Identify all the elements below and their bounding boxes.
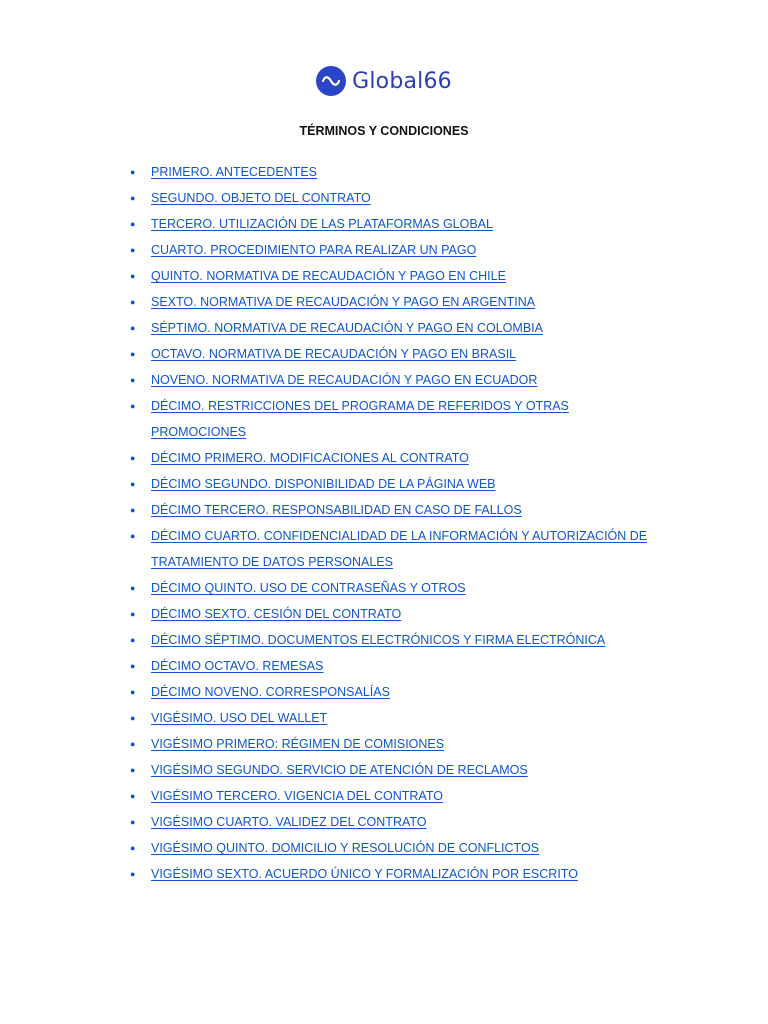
bullet-icon: ●	[130, 609, 136, 619]
bullet-icon: ●	[130, 349, 136, 359]
toc-link[interactable]: VIGÉSIMO SEGUNDO. SERVICIO DE ATENCIÓN DE RECLAMOS	[151, 763, 528, 777]
toc-item	[130, 679, 650, 705]
toc-item	[130, 601, 650, 627]
bullet-icon: ●	[130, 661, 136, 671]
toc-link[interactable]: VIGÉSIMO. USO DEL WALLET	[151, 711, 328, 725]
bullet-icon: ●	[130, 869, 136, 879]
document-header	[0, 66, 768, 96]
bullet-icon: ●	[130, 817, 136, 827]
toc-link[interactable]: DÉCIMO SEXTO. CESIÓN DEL CONTRATO	[151, 607, 402, 621]
toc-link[interactable]: DÉCIMO OCTAVO. REMESAS	[151, 659, 324, 673]
toc-item	[130, 523, 650, 575]
toc-item	[130, 861, 650, 887]
toc-link[interactable]: DÉCIMO SEGUNDO. DISPONIBILIDAD DE LA PÁGINA WEB	[151, 477, 496, 491]
toc-item	[130, 575, 650, 601]
toc-item	[130, 315, 650, 341]
bullet-icon: ●	[130, 245, 136, 255]
bullet-icon: ●	[130, 167, 136, 177]
bullet-icon: ●	[130, 739, 136, 749]
toc-item	[130, 653, 650, 679]
toc-link[interactable]: VIGÉSIMO SEXTO. ACUERDO ÚNICO Y FORMALIZACIÓN POR ESCRITO	[151, 867, 578, 881]
toc-link[interactable]: CUARTO. PROCEDIMIENTO PARA REALIZAR UN PAGO	[151, 243, 477, 257]
toc-link[interactable]: NOVENO. NORMATIVA DE RECAUDACIÓN Y PAGO EN ECUADOR	[151, 373, 538, 387]
toc-item	[130, 497, 650, 523]
toc-item	[130, 237, 650, 263]
toc-link[interactable]: DÉCIMO. RESTRICCIONES DEL PROGRAMA DE REFERIDOS Y OTRAS PROMOCIONES	[151, 399, 569, 439]
bullet-icon: ●	[130, 271, 136, 281]
bullet-icon: ●	[130, 505, 136, 515]
toc-link[interactable]: TERCERO. UTILIZACIÓN DE LAS PLATAFORMAS GLOBAL	[151, 217, 493, 231]
toc-item	[130, 627, 650, 653]
toc-item	[130, 757, 650, 783]
toc-link[interactable]: VIGÉSIMO CUARTO. VALIDEZ DEL CONTRATO	[151, 815, 427, 829]
toc-link[interactable]: OCTAVO. NORMATIVA DE RECAUDACIÓN Y PAGO EN BRASIL	[151, 347, 517, 361]
table-of-contents	[130, 159, 650, 887]
toc-item	[130, 341, 650, 367]
toc-link[interactable]: DÉCIMO TERCERO. RESPONSABILIDAD EN CASO DE FALLOS	[151, 503, 522, 517]
toc-item	[130, 211, 650, 237]
bullet-icon: ●	[130, 453, 136, 463]
toc-link[interactable]: VIGÉSIMO PRIMERO: RÉGIMEN DE COMISIONES	[151, 737, 445, 751]
toc-item	[130, 159, 650, 185]
toc-item	[130, 471, 650, 497]
bullet-icon: ●	[130, 219, 136, 229]
bullet-icon: ●	[130, 323, 136, 333]
toc-item	[130, 445, 650, 471]
brand-name: Global66	[352, 68, 452, 94]
toc-link[interactable]: SÉPTIMO. NORMATIVA DE RECAUDACIÓN Y PAGO EN COLOMBIA	[151, 321, 543, 335]
bullet-icon: ●	[130, 479, 136, 489]
toc-link[interactable]: PRIMERO. ANTECEDENTES	[151, 165, 317, 179]
toc-link[interactable]: VIGÉSIMO QUINTO. DOMICILIO Y RESOLUCIÓN DE CONFLICTOS	[151, 841, 540, 855]
toc-item	[130, 809, 650, 835]
toc-item	[130, 783, 650, 809]
global66-logo	[316, 66, 452, 96]
bullet-icon: ●	[130, 765, 136, 775]
toc-link[interactable]: QUINTO. NORMATIVA DE RECAUDACIÓN Y PAGO EN CHILE	[151, 269, 506, 283]
toc-item	[130, 835, 650, 861]
toc-link[interactable]: DÉCIMO PRIMERO. MODIFICACIONES AL CONTRATO	[151, 451, 469, 465]
toc-item	[130, 367, 650, 393]
bullet-icon: ●	[130, 791, 136, 801]
toc-item	[130, 731, 650, 757]
toc-link[interactable]: DÉCIMO QUINTO. USO DE CONTRASEÑAS Y OTROS	[151, 581, 466, 595]
bullet-icon: ●	[130, 843, 136, 853]
bullet-icon: ●	[130, 401, 136, 411]
bullet-icon: ●	[130, 635, 136, 645]
toc-link[interactable]: SEXTO. NORMATIVA DE RECAUDACIÓN Y PAGO EN ARGENTINA	[151, 295, 536, 309]
bullet-icon: ●	[130, 713, 136, 723]
toc-link[interactable]: DÉCIMO NOVENO. CORRESPONSALÍAS	[151, 685, 390, 699]
toc-link[interactable]: DÉCIMO CUARTO. CONFIDENCIALIDAD DE LA INFORMACIÓN Y AUTORIZACIÓN DE TRATAMIENTO DE DATOS PERSONALES	[151, 529, 648, 569]
toc-item	[130, 705, 650, 731]
toc-link[interactable]: DÉCIMO SÉPTIMO. DOCUMENTOS ELECTRÓNICOS Y FIRMA ELECTRÓNICA	[151, 633, 606, 647]
document-title: TÉRMINOS Y CONDICIONES	[299, 124, 469, 138]
toc-link[interactable]: SEGUNDO. OBJETO DEL CONTRATO	[151, 191, 371, 205]
bullet-icon: ●	[130, 583, 136, 593]
bullet-icon: ●	[130, 531, 136, 541]
toc-item	[130, 393, 650, 445]
bullet-icon: ●	[130, 193, 136, 203]
wave-logo-icon	[316, 66, 346, 96]
bullet-icon: ●	[130, 375, 136, 385]
toc-link[interactable]: VIGÉSIMO TERCERO. VIGENCIA DEL CONTRATO	[151, 789, 443, 803]
bullet-icon: ●	[130, 687, 136, 697]
bullet-icon: ●	[130, 297, 136, 307]
toc-item	[130, 289, 650, 315]
toc-item	[130, 263, 650, 289]
toc-item	[130, 185, 650, 211]
